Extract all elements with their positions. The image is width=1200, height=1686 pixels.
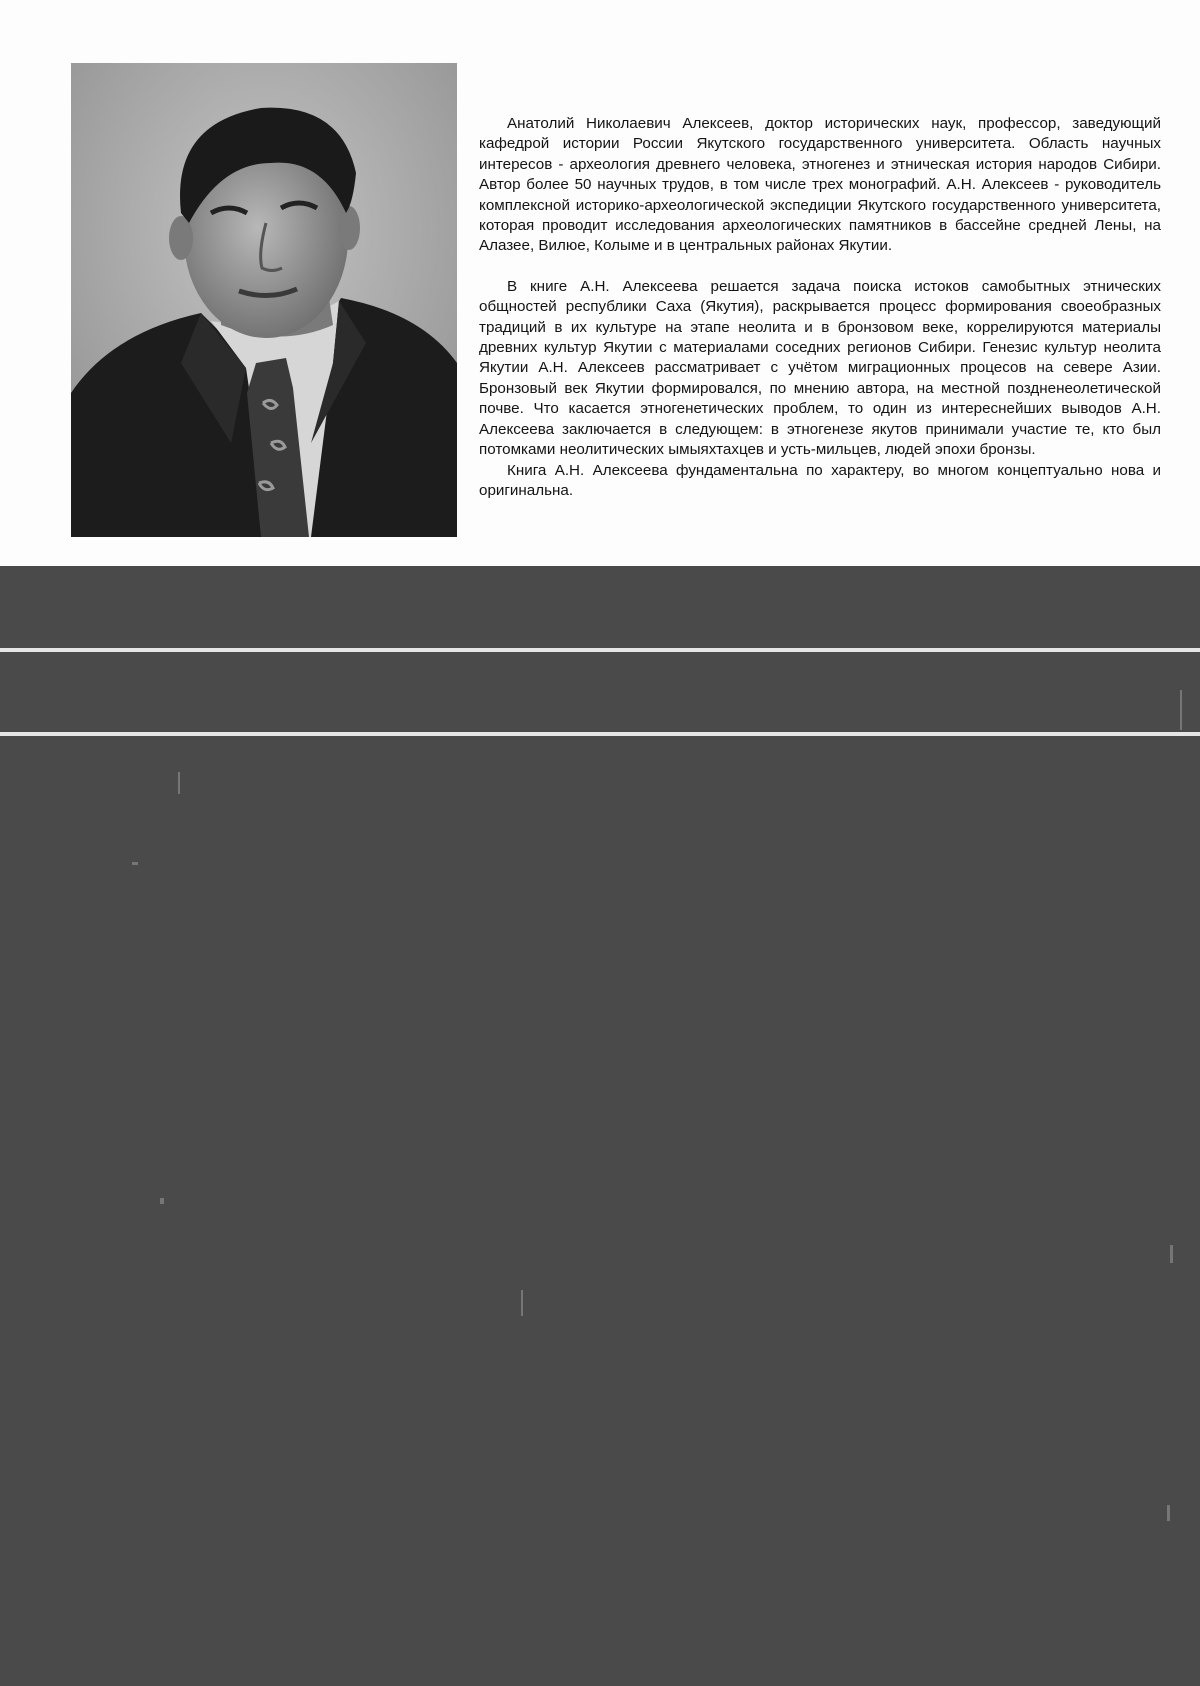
print-scratch (1170, 1245, 1173, 1263)
print-scratch (521, 1290, 523, 1316)
author-annotation (479, 114, 1161, 501)
cover-band-top (0, 566, 1200, 648)
cover-band-middle (0, 652, 1200, 732)
annotation-section (0, 0, 1200, 566)
print-scratch (132, 862, 138, 865)
bio-paragraph-author: Анатолий Николаевич Алексеев, доктор исторических наук, профессор, заведующий кафедрой истории России Якутского государственного университета. Область научных интересов - археология древнего человека, этногенез и этническая история народов Сибири. Автор более 50 научных трудов, в том числе трех монографий. А.Н. Алексеев - руководитель комплексной историко-археологической экспедиции Якутского государственного университета, которая проводит исследования археологических памятников в бассейне средней Лены, на Алазее, Вилюе, Колыме и в центральных районах Якутии. (479, 115, 1161, 255)
print-scratch (1167, 1505, 1170, 1521)
bio-paragraph-summary: Книга А.Н. Алексеева фундаментальна по характеру, во многом концептуально нова и оригинальна. (479, 461, 1161, 499)
bio-paragraph-book: В книге А.Н. Алексеева решается задача поиска истоков самобытных этнических общностей республики Саха (Якутия), раскрывается процесс формирования своеобразных традиций в их культуре на этапе неолита и в бронзовом веке, коррелируются материалы древних культур Якутии с материалами соседних регионов Сибири. Генезис культур неолита Якутии А.Н. Алексеев рассматривает с учётом миграционных процесов на севере Азии. Бронзовый век Якутии формировался, по мнению автора, на местной поздненеолетической почве. Что касается этногенетических проблем, то один из интереснейших выводов А.Н. Алексеева заключается в следующем: в этногенезе якутов принимали участие те, кто был потомками неолитических ымыяхтахцев и усть-мильцев, людей эпохи бронзы. (479, 277, 1161, 459)
author-portrait (71, 63, 457, 537)
cover-band-bottom (0, 736, 1200, 1686)
print-scratch (178, 772, 180, 794)
print-scratch (1180, 690, 1182, 730)
print-scratch (160, 1198, 164, 1204)
